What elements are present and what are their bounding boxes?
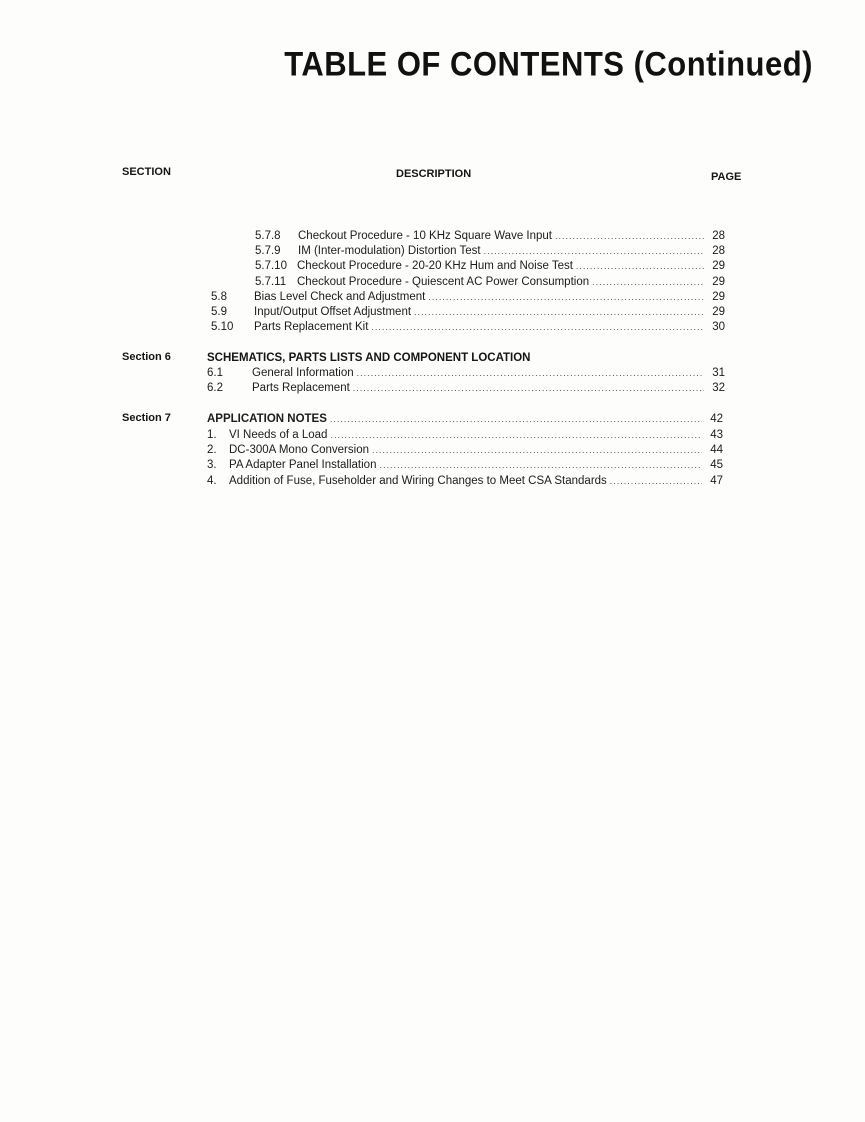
entry-text: VI Needs of a Load <box>229 429 328 441</box>
entry-page: 32 <box>712 382 725 394</box>
entry-text: Addition of Fuse, Fuseholder and Wiring Changes to Meet CSA Standards <box>229 475 607 487</box>
column-header-section: SECTION <box>122 166 171 178</box>
entry-number: 2. <box>207 444 217 456</box>
toc-entry <box>211 306 725 321</box>
dot-leader <box>353 383 704 393</box>
toc-entry <box>255 245 725 260</box>
dot-leader <box>592 277 704 287</box>
entry-page: 29 <box>712 260 725 272</box>
entry-text: Checkout Procedure - Quiescent AC Power Consumption <box>297 276 590 288</box>
entry-text: Parts Replacement <box>252 382 350 394</box>
entry-number: 5.7.8 <box>255 230 281 242</box>
toc-entry <box>207 382 725 397</box>
dot-leader <box>555 231 704 241</box>
entry-number: 5.7.11 <box>255 276 287 288</box>
entry-number: 5.9 <box>211 306 227 318</box>
toc-entry <box>255 260 725 275</box>
dot-leader <box>484 246 704 256</box>
entry-page: 29 <box>712 306 725 318</box>
entry-number: 4. <box>207 475 217 487</box>
entry-page: 45 <box>710 459 723 471</box>
section-heading: SCHEMATICS, PARTS LISTS AND COMPONENT LOCATION <box>207 352 531 364</box>
entry-page: 43 <box>710 429 723 441</box>
entry-number: 6.2 <box>207 382 223 394</box>
toc-entry <box>211 321 725 336</box>
toc-entry <box>255 276 725 291</box>
dot-leader <box>371 322 704 332</box>
section-label: Section 7 <box>122 412 171 424</box>
dot-leader <box>428 292 704 302</box>
dot-leader <box>379 460 702 470</box>
entry-number: 5.8 <box>211 291 227 303</box>
entry-page: 44 <box>710 444 723 456</box>
toc-entry <box>207 367 725 382</box>
entry-number: 5.10 <box>211 321 234 333</box>
entry-number: 1. <box>207 429 217 441</box>
dot-leader <box>610 476 702 486</box>
entry-page: 28 <box>712 245 725 257</box>
entry-text: PA Adapter Panel Installation <box>229 459 377 471</box>
entry-text: Parts Replacement Kit <box>254 321 369 333</box>
toc-entry <box>207 459 723 474</box>
section-heading-row <box>207 413 723 428</box>
entry-page: 29 <box>712 291 725 303</box>
dot-leader <box>330 430 702 440</box>
entry-text: IM (Inter-modulation) Distortion Test <box>298 245 481 257</box>
entry-page: 47 <box>710 475 723 487</box>
entry-text: Bias Level Check and Adjustment <box>254 291 426 303</box>
column-header-page: PAGE <box>711 171 742 183</box>
entry-page: 31 <box>712 367 725 379</box>
toc-entry <box>211 291 725 306</box>
dot-leader <box>576 261 704 271</box>
entry-text: Input/Output Offset Adjustment <box>254 306 412 318</box>
toc-entry <box>207 444 723 459</box>
entry-page: 29 <box>712 276 725 288</box>
toc-entry <box>207 475 723 490</box>
entry-number: 5.7.10 <box>255 260 287 272</box>
page-title: TABLE OF CONTENTS (Continued) <box>284 44 813 84</box>
section-heading: APPLICATION NOTES <box>207 413 327 425</box>
dot-leader <box>372 445 702 455</box>
dot-leader <box>414 307 704 317</box>
dot-leader <box>357 368 704 378</box>
entry-page: 30 <box>712 321 725 333</box>
entry-text: General Information <box>252 367 354 379</box>
entry-number: 6.1 <box>207 367 223 379</box>
entry-number: 5.7.9 <box>255 245 281 257</box>
section-label: Section 6 <box>122 351 171 363</box>
entry-text: DC-300A Mono Conversion <box>229 444 369 456</box>
entry-text: Checkout Procedure - 20-20 KHz Hum and Noise Test <box>297 260 573 272</box>
toc-entry <box>255 230 725 245</box>
toc-entry <box>207 429 723 444</box>
entry-page: 28 <box>712 230 725 242</box>
entry-number: 3. <box>207 459 217 471</box>
dot-leader <box>330 414 702 424</box>
entry-text: Checkout Procedure - 10 KHz Square Wave Input <box>298 230 552 242</box>
column-header-description: DESCRIPTION <box>396 168 472 180</box>
entry-page: 42 <box>710 413 723 425</box>
